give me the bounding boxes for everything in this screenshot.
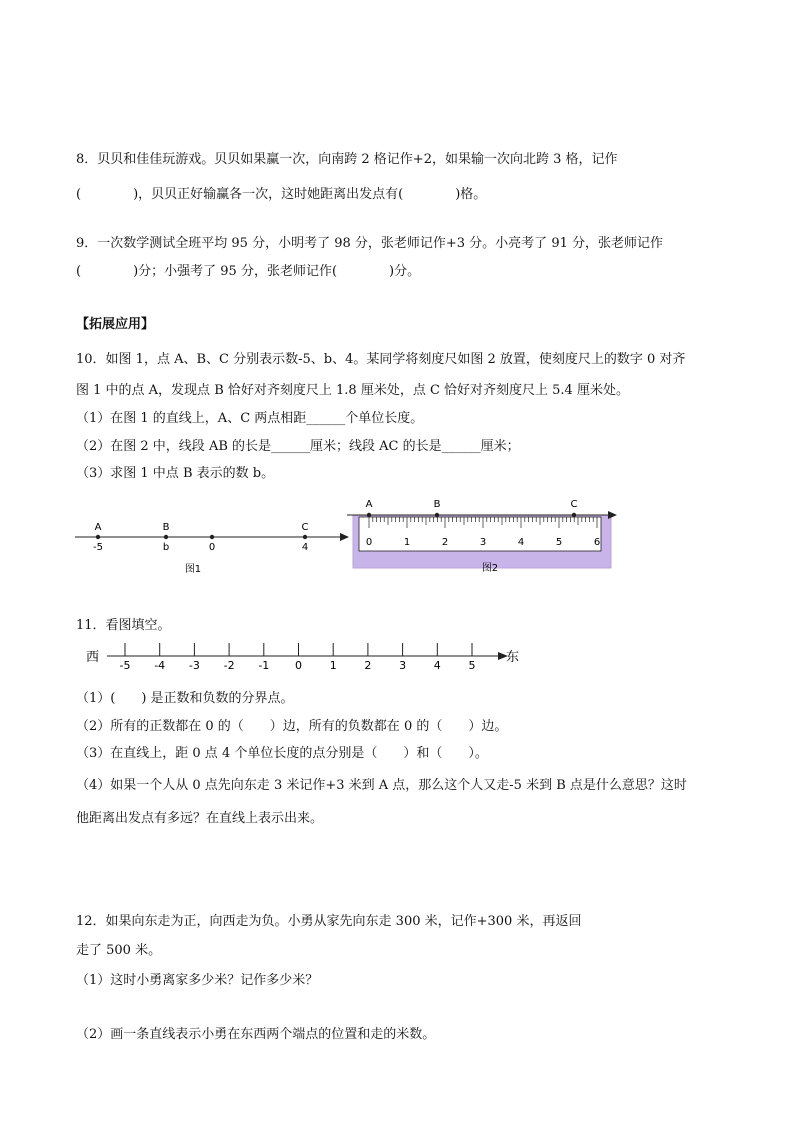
fig1-label-b: B <box>162 522 170 533</box>
q10-line1: 10．如图 1，点 A、B、C 分别表示数-5、b、4。某同学将刻度尺如图 2 放置，使刻度尺上的数字 0 对齐 <box>76 352 686 367</box>
q9-line2: ( )分；小强考了 95 分，张老师记作( )分。 <box>76 264 421 279</box>
q11-number-line <box>80 640 530 672</box>
q12-line1: 12．如果向东走为正，向西走为负。小勇从家先向东走 300 米，记作+300 米，再返回 <box>76 914 582 929</box>
q11-tick-label: 5 <box>468 659 476 672</box>
q11-tick-label: 2 <box>364 659 372 672</box>
q9-line1: 9．一次数学测试全班平均 95 分，小明考了 98 分，张老师记作+3 分。小亮考了 91 分，张老师记作 <box>76 236 663 251</box>
q12-sub2: （2）画一条直线表示小勇在东西两个端点的位置和走的米数。 <box>76 1027 436 1042</box>
west-label: 西 <box>86 650 100 665</box>
fig2-point-b <box>435 513 439 517</box>
ruler-number: 0 <box>365 537 373 548</box>
figure-2-ruler <box>345 493 620 578</box>
fig1-caption: 图1 <box>184 564 202 575</box>
fig2-point-c <box>572 513 576 517</box>
ruler-number: 4 <box>517 537 525 548</box>
q11-tick-label: 0 <box>295 659 302 672</box>
q11-tick-label: -4 <box>154 659 166 672</box>
ruler-number: 1 <box>403 537 411 548</box>
fig2-label-b: B <box>433 499 441 510</box>
q11-sub4-line1: （4）如果一个人从 0 点先向东走 3 米记作+3 米到 A 点，那么这个人又走-5 米到 B 点是什么意思？这时 <box>76 778 687 793</box>
q10-line2: 图 1 中的点 A，发现点 B 恰好对齐刻度尺上 1.8 厘米处，点 C 恰好对齐刻度尺上 5.4 厘米处。 <box>76 383 629 398</box>
q12-line2: 走了 500 米。 <box>76 943 162 958</box>
q11-sub4-line2: 他距离出发点有多远？在直线上表示出来。 <box>76 811 324 826</box>
q8-line1: 8．贝贝和佳佳玩游戏。贝贝如果赢一次，向南跨 2 格记作+2，如果输一次向北跨 3 格，记作 <box>76 152 618 167</box>
q11-sub1: （1）( ) 是正数和负数的分界点。 <box>76 691 294 706</box>
q11-tick-label: -3 <box>188 659 200 672</box>
q11-tick-label: 3 <box>399 659 407 672</box>
fig1-value-a: -5 <box>93 542 103 553</box>
fig1-point-c <box>303 535 307 539</box>
q11-tick-label: -1 <box>258 659 270 672</box>
q11-tick-label: 1 <box>329 659 337 672</box>
q8-line2: ( )，贝贝正好输赢各一次，这时她距离出发点有( )格。 <box>76 187 487 202</box>
q11-ticks <box>120 643 476 672</box>
ruler-number: 5 <box>555 537 563 548</box>
figure-1-number-line <box>70 515 355 580</box>
fig1-value-zero: 0 <box>208 542 216 553</box>
section-title: 【拓展应用】 <box>76 317 155 332</box>
q11-sub3: （3）在直线上，距 0 点 4 个单位长度的点分别是（ ）和（ ）。 <box>76 746 488 761</box>
q10-sub2: （2）在图 2 中，线段 AB 的长是______厘米；线段 AC 的长是______厘米； <box>76 439 520 454</box>
fig1-point-a <box>96 535 100 539</box>
fig1-label-a: A <box>94 522 102 533</box>
fig2-label-a: A <box>365 499 373 510</box>
east-label: 东 <box>506 650 520 665</box>
fig1-label-c: C <box>301 522 309 533</box>
q10-sub1: （1）在图 1 的直线上，A、C 两点相距______个单位长度。 <box>76 411 424 426</box>
ruler-number: 3 <box>479 537 487 548</box>
q11-tick-label: -5 <box>119 659 131 672</box>
fig2-label-c: C <box>570 499 578 510</box>
fig2-caption: 图2 <box>481 563 499 574</box>
fig1-value-b: b <box>162 542 170 553</box>
fig1-value-c: 4 <box>301 542 309 553</box>
q11-sub2: （2）所有的正数都在 0 的（ ）边，所有的负数都在 0 的（ ）边。 <box>76 719 508 734</box>
q11-tick-label: 4 <box>433 659 441 672</box>
q11-tick-label: -2 <box>223 659 235 672</box>
ruler-number: 6 <box>593 537 601 548</box>
fig2-point-a <box>367 513 371 517</box>
fig1-point-zero <box>210 535 214 539</box>
fig1-point-b <box>164 535 168 539</box>
q10-sub3: （3）求图 1 中点 B 表示的数 b。 <box>76 466 275 481</box>
q11-title: 11．看图填空。 <box>76 618 171 633</box>
q12-sub1: （1）这时小勇离家多少米？记作多少米？ <box>76 973 319 988</box>
ruler-number: 2 <box>441 537 449 548</box>
